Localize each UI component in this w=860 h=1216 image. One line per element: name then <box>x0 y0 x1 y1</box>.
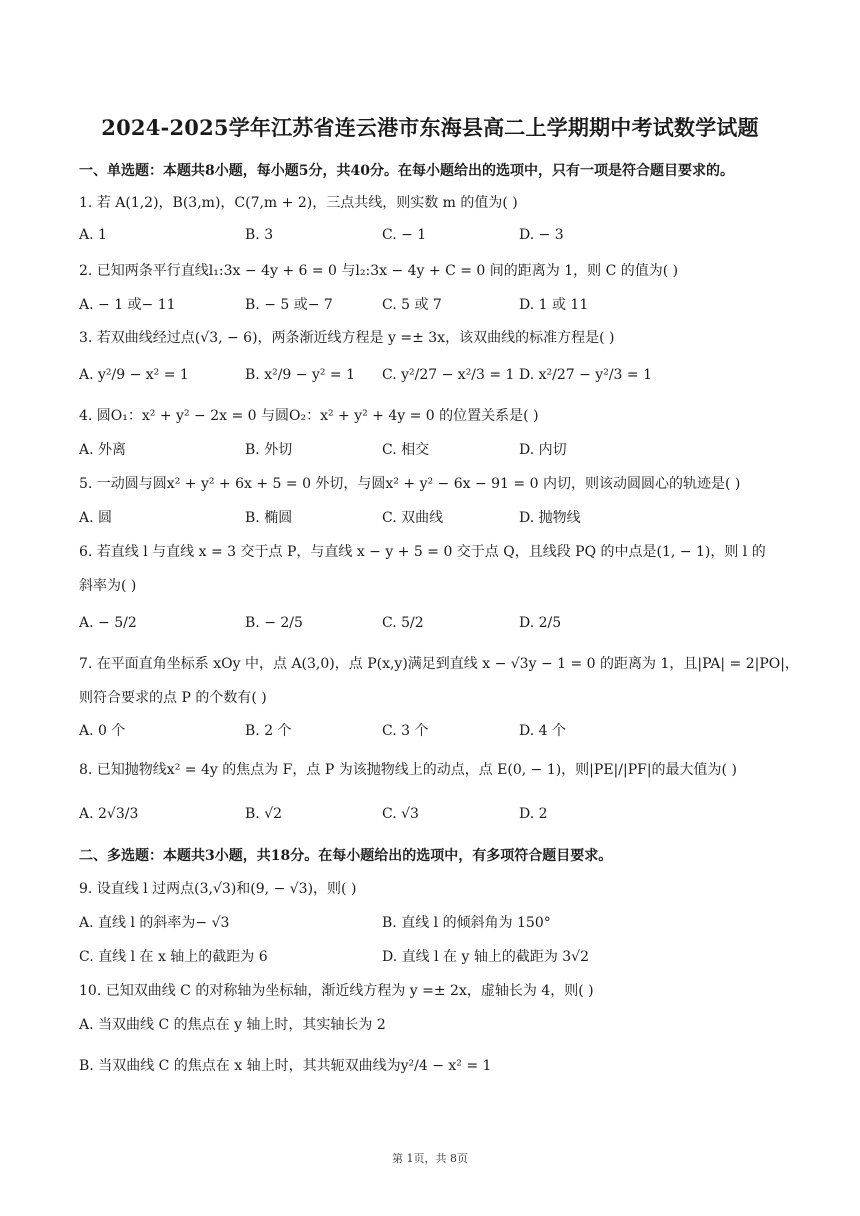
option-a: A. 0 个 <box>79 723 126 739</box>
option-b: B. √2 <box>245 806 283 822</box>
question-10-option-a: A. 当双曲线 C 的焦点在 y 轴上时，其实轴长为 2 <box>79 1017 386 1033</box>
option-d: D. 1 或 11 <box>519 297 589 313</box>
option-c: C. 5 或 7 <box>382 297 442 313</box>
question-9-options-row1 <box>79 912 799 934</box>
question-7-options <box>79 720 799 742</box>
question-7-stem-line1: 7. 在平面直角坐标系 xOy 中，点 A(3,0)，点 P(x,y)满足到直线 x − √3y − 1 = 0 的距离为 1，且|PA| = 2|PO|， <box>79 656 799 672</box>
question-4-options <box>79 439 799 461</box>
option-a: A. 直线 l 的斜率为− √3 <box>79 915 230 931</box>
question-9-options-row2 <box>79 946 799 968</box>
option-b: B. − 5 或− 7 <box>245 297 333 313</box>
option-c: C. √3 <box>382 806 419 822</box>
option-d: D. 4 个 <box>519 723 566 739</box>
option-b: B. x²/9 − y² = 1 <box>245 367 356 383</box>
option-a: A. y²/9 − x² = 1 <box>79 367 189 383</box>
option-c: C. 3 个 <box>382 723 429 739</box>
option-b: B. 2 个 <box>245 723 292 739</box>
option-c: C. 直线 l 在 x 轴上的截距为 6 <box>79 949 268 965</box>
option-c: C. y²/27 − x²/3 = 1 <box>382 367 515 383</box>
option-d: D. 2/5 <box>519 615 562 631</box>
question-10-option-b: B. 当双曲线 C 的焦点在 x 轴上时，其共轭双曲线为y²/4 − x² = 1 <box>79 1058 492 1074</box>
option-c: C. 相交 <box>382 442 430 458</box>
option-d: D. 2 <box>519 806 548 822</box>
option-d: D. 抛物线 <box>519 510 581 526</box>
option-c: C. 5/2 <box>382 615 424 631</box>
page-title: 2024-2025学年江苏省连云港市东海县高二上学期期中考试数学试题 <box>101 115 759 140</box>
option-b: B. 3 <box>245 227 274 243</box>
question-1-stem: 1. 若 A(1,2)，B(3,m)，C(7,m + 2)，三点共线，则实数 m 的值为( ) <box>79 195 518 211</box>
option-d: D. x²/27 − y²/3 = 1 <box>519 367 652 383</box>
section-single-choice-header: 一、单选题：本题共8小题，每小题5分，共40分。在每小题给出的选项中，只有一项是符合题目要求的。 <box>79 163 734 179</box>
page-footer: 第 1页，共 8页 <box>392 1152 468 1165</box>
option-b: B. − 2/5 <box>245 615 303 631</box>
question-3-options <box>79 367 799 389</box>
question-5-options <box>79 507 799 529</box>
option-a: A. 外离 <box>79 442 127 458</box>
question-2-options <box>79 294 799 316</box>
option-d: D. − 3 <box>519 227 564 243</box>
question-8-options <box>79 806 799 828</box>
option-b: B. 外切 <box>245 442 293 458</box>
question-1-options <box>79 227 799 249</box>
option-c: C. 双曲线 <box>382 510 444 526</box>
question-5-stem: 5. 一动圆与圆x² + y² + 6x + 5 = 0 外切，与圆x² + y² − 6x − 91 = 0 内切，则该动圆圆心的轨迹是( ) <box>79 476 741 492</box>
option-b: B. 椭圆 <box>245 510 293 526</box>
option-a: A. 2√3/3 <box>79 806 139 822</box>
section-multi-choice-header: 二、多选题：本题共3小题，共18分。在每小题给出的选项中，有多项符合题目要求。 <box>79 848 613 864</box>
option-a: A. − 5/2 <box>79 615 137 631</box>
option-a: A. 1 <box>79 227 107 243</box>
option-a: A. 圆 <box>79 510 113 526</box>
option-d: D. 直线 l 在 y 轴上的截距为 3√2 <box>382 949 589 965</box>
question-4-stem: 4. 圆O₁：x² + y² − 2x = 0 与圆O₂：x² + y² + 4y = 0 的位置关系是( ) <box>79 408 539 424</box>
option-a: A. − 1 或− 11 <box>79 297 176 313</box>
question-3-stem: 3. 若双曲线经过点(√3, − 6)，两条渐近线方程是 y =± 3x，该双曲线的标准方程是( ) <box>79 330 615 346</box>
question-6-options <box>79 615 799 637</box>
question-9-stem: 9. 设直线 l 过两点(3,√3)和(9, − √3)，则( ) <box>79 881 357 897</box>
option-c: C. − 1 <box>382 227 427 243</box>
question-2-stem: 2. 已知两条平行直线l₁:3x − 4y + 6 = 0 与l₂:3x − 4y + C = 0 间的距离为 1，则 C 的值为( ) <box>79 263 679 279</box>
question-6-stem-line2: 斜率为( ) <box>79 578 137 594</box>
question-10-stem: 10. 已知双曲线 C 的对称轴为坐标轴，渐近线方程为 y =± 2x，虚轴长为 4，则( ) <box>79 983 594 999</box>
option-b: B. 直线 l 的倾斜角为 150° <box>382 915 551 931</box>
question-8-stem: 8. 已知抛物线x² = 4y 的焦点为 F，点 P 为该抛物线上的动点，点 E(0, − 1)，则|PE|/|PF|的最大值为( ) <box>79 762 737 778</box>
option-d: D. 内切 <box>519 442 567 458</box>
question-7-stem-line2: 则符合要求的点 P 的个数有( ) <box>79 690 267 706</box>
question-6-stem-line1: 6. 若直线 l 与直线 x = 3 交于点 P，与直线 x − y + 5 = 0 交于点 Q，且线段 PQ 的中点是(1, − 1)，则 l 的 <box>79 544 766 560</box>
